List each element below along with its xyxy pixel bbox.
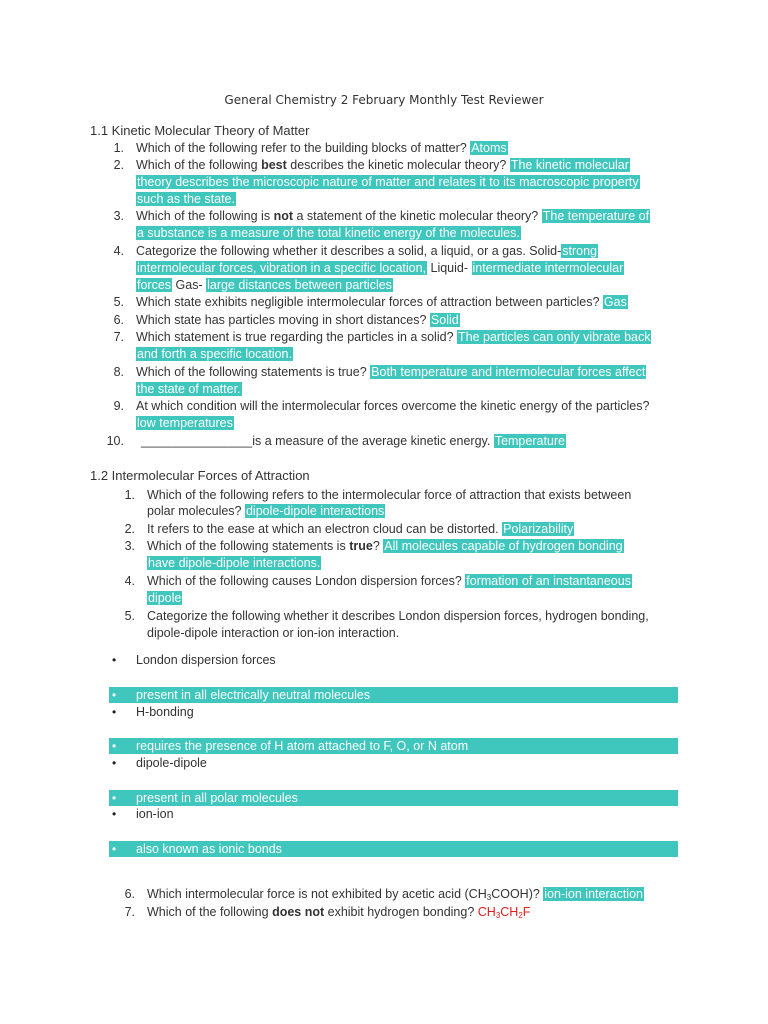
answer-continuation (136, 346, 293, 363)
item-number: 5. (113, 295, 124, 309)
item-number: 3. (113, 209, 124, 223)
subscript: 2 (518, 911, 523, 920)
question-text: Which of the following statements is (147, 539, 350, 553)
question-text: COOH)? (491, 887, 540, 901)
question-text: It refers to the ease at which an electron cloud can be distorted. (147, 522, 499, 536)
answer-continuation (147, 590, 182, 607)
question-text: Which of the following causes London dispersion forces? (147, 574, 462, 588)
item-number: 7. (124, 905, 135, 919)
question-4 (136, 243, 598, 260)
question-text: Which of the following refer to the building blocks of matter? (136, 141, 467, 155)
answer-band (109, 841, 678, 857)
question-text: describes the kinetic molecular theory? (286, 158, 507, 172)
section-heading-kmt: 1.1 Kinetic Molecular Theory of Matter (90, 123, 310, 138)
answer-band (109, 790, 678, 806)
formula-part: F (522, 905, 531, 919)
question-text: At which condition will the intermolecular forces overcome the kinetic energy of the particles? (136, 399, 650, 413)
category-answer: requires the presence of H atom attached to F, O, or N atom (136, 739, 469, 753)
item-number: 1. (124, 488, 135, 502)
section-heading-imf: 1.2 Intermolecular Forces of Attraction (90, 468, 310, 483)
category-answer: present in all electrically neutral molecules (136, 688, 371, 702)
answer-highlight: have dipole-dipole interactions. (148, 556, 321, 570)
answer-highlight: intermediate intermolecular (472, 261, 624, 275)
answer-highlight: intermolecular forces, vibration in a specific location, (137, 261, 427, 275)
formula-part: CH (500, 905, 519, 919)
question-3 (136, 208, 650, 225)
formula-part: CH (477, 905, 496, 919)
answer-continuation (136, 174, 640, 191)
question-emphasis: true (349, 539, 373, 553)
category-label: Liquid- (427, 261, 469, 275)
question-text: Which of the following (136, 158, 262, 172)
bullet-icon: • (112, 688, 117, 702)
item-number: 4. (113, 244, 124, 258)
bullet-icon: • (112, 807, 117, 821)
answer-highlight: such as the state. (137, 192, 235, 206)
answer-highlight: Atoms (471, 141, 507, 155)
question-text: dipole-dipole interaction or ion-ion interaction. (147, 626, 400, 640)
question-emphasis: not (273, 209, 293, 223)
bullet-icon: • (112, 842, 117, 856)
question-8 (136, 364, 646, 381)
answer-highlight: Temperature (494, 434, 565, 448)
category-answer: also known as ionic bonds (136, 842, 282, 856)
subscript: 3 (495, 911, 501, 920)
item-number: 5. (124, 609, 135, 623)
answer-highlight: forces (137, 278, 172, 292)
category-label: H-bonding (136, 705, 194, 719)
question-text: Which intermolecular force is not exhibited by acetic acid (CH (147, 887, 487, 901)
answer-continuation (136, 225, 521, 242)
question-4 (147, 573, 632, 590)
question-7 (147, 904, 530, 924)
item-number: 7. (113, 330, 124, 344)
bullet-icon: • (112, 653, 117, 667)
answer-highlight: Solid (430, 313, 459, 327)
question-text: Which of the following statements is true? (136, 365, 367, 379)
answer-highlight: The kinetic molecular (510, 158, 629, 172)
question-text: Which of the following is (136, 209, 274, 223)
question-1 (147, 487, 631, 504)
answer-highlight: dipole-dipole interactions (245, 504, 385, 518)
item-number: 4. (124, 574, 135, 588)
answer-highlight: The particles can only vibrate back (458, 330, 651, 344)
bullet-icon: • (112, 705, 117, 719)
answer-highlight: a substance is a measure of the total kinetic energy of the molecules. (137, 226, 520, 240)
answer-band (109, 738, 678, 754)
question-text: Categorize the following whether it describes London dispersion forces, hydrogen bonding, (147, 609, 649, 623)
item-number: 6. (124, 887, 135, 901)
question-text: Which statement is true regarding the particles in a solid? (136, 330, 454, 344)
question-emphasis: does not (272, 905, 325, 919)
answer-highlight: theory describes the microscopic nature of matter and relates it to its macroscopic property (137, 175, 639, 189)
answer-highlight: Polarizability (503, 522, 574, 536)
question-text: a statement of the kinetic molecular theory? (293, 209, 539, 223)
question-5 (136, 294, 628, 311)
answer-continuation (136, 381, 242, 398)
item-number: 9. (113, 399, 124, 413)
question-1 (136, 140, 508, 157)
item-number: 1. (113, 141, 124, 155)
document-title: General Chemistry 2 February Monthly Test Reviewer (224, 93, 544, 107)
item-number: 2. (124, 522, 135, 536)
answer-highlight: and forth a specific location. (137, 347, 292, 361)
bullet-icon: • (112, 791, 117, 805)
question-5-continuation (147, 625, 399, 642)
answer-highlight: strong (562, 244, 597, 258)
question-6 (136, 312, 460, 329)
item-number: 8. (113, 365, 124, 379)
question-text: Which state has particles moving in short distances? (136, 313, 427, 327)
question-2 (136, 157, 630, 174)
answer-highlight: formation of an instantaneous (466, 574, 631, 588)
answer-continuation (136, 191, 236, 208)
answer-band (109, 687, 678, 703)
question-text: Which of the following refers to the intermolecular force of attraction that exists between (147, 488, 632, 502)
question-text: Which of the following (147, 905, 273, 919)
question-2 (147, 521, 574, 538)
answer-highlight: dipole (148, 591, 182, 605)
answer-continuation (136, 277, 393, 294)
question-text: Which state exhibits negligible intermolecular forces of attraction between particles? (136, 295, 600, 309)
question-text: ? (372, 539, 380, 553)
subscript: 3 (486, 893, 492, 902)
question-text: exhibit hydrogen bonding? (324, 905, 475, 919)
question-9 (136, 398, 649, 415)
bullet-icon: • (112, 739, 117, 753)
bullet-icon: • (112, 756, 117, 770)
question-1-continuation (147, 503, 385, 520)
question-5 (147, 608, 649, 625)
category-label: Gas- (172, 278, 203, 292)
category-label: London dispersion forces (136, 653, 276, 667)
question-6 (147, 886, 644, 906)
answer-highlight: ion-ion interaction (544, 887, 643, 901)
item-number: 10. (106, 434, 124, 448)
question-text: ________________is a measure of the average kinetic energy. (141, 434, 491, 448)
question-text: Categorize the following whether it describes a solid, a liquid, or a gas. Solid- (136, 244, 562, 258)
question-7 (136, 329, 651, 346)
answer-continuation (136, 415, 234, 432)
answer-continuation (136, 260, 624, 277)
question-3 (147, 538, 624, 555)
answer-continuation (147, 555, 321, 572)
question-text: polar molecules? (147, 504, 242, 518)
category-answer: present in all polar molecules (136, 791, 298, 805)
item-number: 2. (113, 158, 124, 172)
category-label: dipole-dipole (136, 756, 207, 770)
item-number: 3. (124, 539, 135, 553)
answer-highlight: Gas (603, 295, 627, 309)
question-emphasis: best (261, 158, 287, 172)
answer-highlight: Both temperature and intermolecular forces affect (371, 365, 646, 379)
item-number: 6. (113, 313, 124, 327)
category-label: ion-ion (136, 807, 174, 821)
answer-highlight: low temperatures (137, 416, 233, 430)
answer-red (478, 905, 531, 919)
answer-highlight: the state of matter. (137, 382, 241, 396)
answer-highlight: The temperature of (542, 209, 650, 223)
answer-highlight: All molecules capable of hydrogen bonding (384, 539, 623, 553)
answer-highlight: large distances between particles (207, 278, 392, 292)
question-10 (141, 433, 566, 450)
